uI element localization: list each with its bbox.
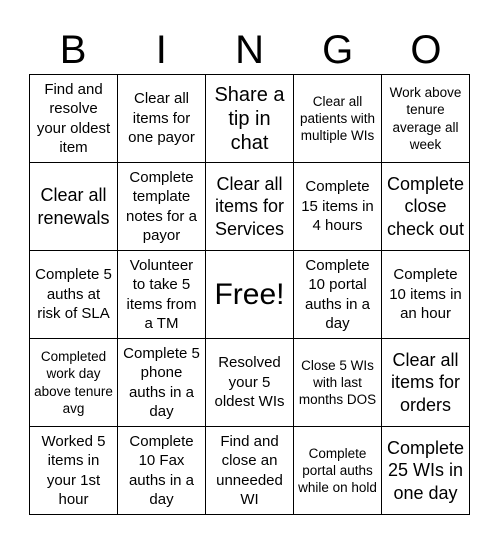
bingo-cell-r3-c2	[118, 251, 206, 339]
bingo-cell-text: Complete portal auths while on hold	[298, 445, 377, 496]
header-letter-b: B	[59, 28, 87, 72]
bingo-cell-r5-c4	[294, 427, 382, 515]
bingo-cell-r1-c3	[206, 75, 294, 163]
bingo-cell-text: Volunteer to take 5 items from a TM	[126, 256, 197, 332]
bingo-cell-text: Clear all items for one payor	[128, 90, 195, 147]
bingo-cell-text: Share a tip in chat	[214, 83, 285, 154]
bingo-cell-r4-c2	[118, 339, 206, 427]
header-letter-i: I	[155, 28, 167, 72]
bingo-cell-r2-c5	[382, 163, 470, 251]
bingo-cell-text: Work above tenure average all week	[389, 84, 462, 152]
bingo-cell-text: Complete 10 Fax auths in a day	[128, 432, 195, 508]
bingo-cell-text: Complete 15 items in 4 hours	[301, 178, 374, 235]
bingo-cell-text: Complete close check out	[386, 173, 465, 239]
bingo-header	[29, 26, 470, 74]
bingo-cell-r4-c3	[206, 339, 294, 427]
bingo-cell-text: Clear all items for orders	[390, 349, 460, 415]
bingo-cell-r4-c4	[294, 339, 382, 427]
bingo-cell-r5-c3	[206, 427, 294, 515]
free-space-label: Free!	[214, 277, 285, 311]
bingo-cell-r2-c3	[206, 163, 294, 251]
bingo-cell-r5-c5	[382, 427, 470, 515]
bingo-cell-text: Find and resolve your oldest item	[36, 80, 111, 156]
bingo-cell-text: Complete 10 portal auths in a day	[304, 256, 371, 332]
header-letter-g: G	[322, 28, 354, 72]
bingo-cell-r4-c1	[30, 339, 118, 427]
bingo-board	[29, 74, 470, 515]
bingo-cell-r3-c4	[294, 251, 382, 339]
bingo-cell-text: Clear all patients with multiple WIs	[299, 93, 376, 144]
bingo-cell-r1-c4	[294, 75, 382, 163]
bingo-cell-text: Clear all items for Services	[214, 173, 285, 239]
bingo-cell-text: Completed work day above tenure avg	[34, 348, 113, 416]
bingo-cell-text: Worked 5 items in your 1st hour	[41, 432, 106, 508]
bingo-cell-r4-c5	[382, 339, 470, 427]
bingo-cell-r2-c1	[30, 163, 118, 251]
bingo-cell-text: Close 5 WIs with last months DOS	[298, 357, 377, 408]
bingo-cell-text: Complete 5 auths at risk of SLA	[35, 266, 112, 323]
bingo-cell-r5-c2	[118, 427, 206, 515]
bingo-cell-text: Complete 25 WIs in one day	[386, 437, 465, 503]
bingo-cell-r1-c5	[382, 75, 470, 163]
bingo-cell-text: Complete template notes for a payor	[126, 168, 197, 244]
header-letter-n: N	[235, 28, 264, 72]
bingo-cell-r1-c1	[30, 75, 118, 163]
bingo-cell-text: Complete 5 phone auths in a day	[123, 344, 200, 420]
bingo-cell-text: Clear all renewals	[37, 185, 110, 228]
bingo-cell-r3-c5	[382, 251, 470, 339]
bingo-cell-r5-c1	[30, 427, 118, 515]
bingo-cell-r1-c2	[118, 75, 206, 163]
bingo-cell-text: Resolved your 5 oldest WIs	[214, 354, 285, 411]
header-letter-o: O	[410, 28, 442, 72]
bingo-cell-r3-c1	[30, 251, 118, 339]
bingo-cell-r2-c4	[294, 163, 382, 251]
bingo-cell-r2-c2	[118, 163, 206, 251]
bingo-cell-free	[206, 251, 294, 339]
bingo-cell-text: Complete 10 items in an hour	[389, 266, 462, 323]
bingo-cell-text: Find and close an unneeded WI	[216, 432, 283, 508]
